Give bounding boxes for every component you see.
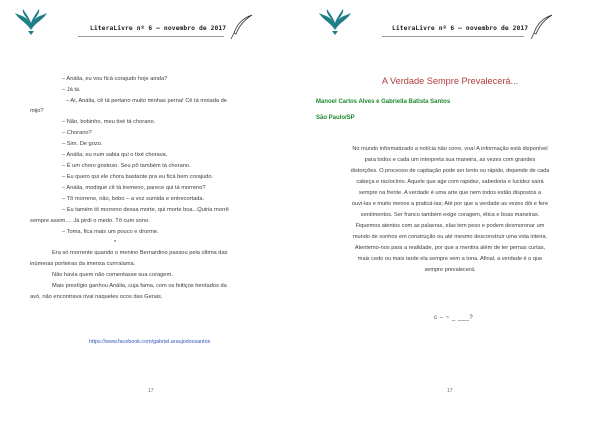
quill-pen-icon xyxy=(228,14,254,40)
text-line: Era só morrente quando o menino Bernardino passou pela última das xyxy=(52,250,228,256)
winged-logo-icon xyxy=(318,8,352,36)
article-location: São Paulo/SP xyxy=(316,115,355,121)
article-authors: Manoel Carlos Alves e Gabriella Batista Santos xyxy=(316,99,451,105)
text-line: – Tô morreno, não, bobo – a voz sumida e entrecortada. xyxy=(62,196,205,202)
text-line: – Eu tamém tô morreno dessa morte, qui morte boa...Quiria morrê xyxy=(62,207,229,213)
text-line: – Anália, modiqué cê tá tremeno, parece qui tá morreno? xyxy=(62,185,206,191)
header-text: LiteraLivre nº 6 – novembro de 2017 xyxy=(90,25,227,32)
header-divider xyxy=(78,36,224,37)
body-line: sempre prevalecerá. xyxy=(424,267,476,273)
text-line: inúmeras porteiras da imensa currralama. xyxy=(30,261,136,267)
body-line: ouvi-las e muito menos a praticá-las; Até por que a verdade as vezes dói e fere xyxy=(351,201,549,207)
body-line: para todos e cada um interpreta sua maneira, as vezes com grandes xyxy=(364,157,536,163)
text-line: sempre assim.... Já pirdi o medo. Tô cum sono. xyxy=(30,218,150,224)
text-line: – Eu quero qui ele chora bastante pra eu ficá bem corajudo. xyxy=(62,174,214,180)
body-line: mais cedo ou mais tarde ela sempre vem a tona. Afinal, a verdade é o que xyxy=(357,256,543,262)
quill-pen-icon xyxy=(528,14,554,40)
text-line: Não havia quem não comentasse sua coragem. xyxy=(52,272,173,278)
text-line: – Toma, fica mais um pouco e drorme. xyxy=(62,229,159,235)
page-number: 17 xyxy=(447,388,453,394)
body-line: distorções. O processo de capitação pode ser lento ou rápido, depende de cada xyxy=(350,168,550,174)
text-line: – Já tá. xyxy=(62,87,81,93)
section-separator: * xyxy=(114,240,117,246)
winged-logo-icon xyxy=(14,8,48,36)
body-line: mundo de sonhos em construção ou até mesmo desconstruir uma vida inteira. xyxy=(352,234,548,240)
text-line: mijo? xyxy=(30,108,44,114)
text-line: – Sim. De gozo. xyxy=(62,141,103,147)
text-line: – Chorano? xyxy=(62,130,92,136)
body-line: sempre na frente. A verdade é uma arte que nem todos estão dispostos a xyxy=(358,190,542,196)
page-number: 17 xyxy=(148,388,154,394)
author-signature: c – ~ _ ___? xyxy=(434,315,474,321)
article-title: A Verdade Sempre Prevalecerá... xyxy=(381,76,519,86)
header-divider xyxy=(382,36,524,37)
text-line: – Anália, eu vou ficá corajudo hoje ainda? xyxy=(62,76,168,82)
text-line: – É um choro gostoso. Seu pô também tá chorano. xyxy=(62,163,191,169)
body-line: cabeça e raciocínio. Aquele que age com rapidez, sabedoria e lucidez sairá xyxy=(356,179,544,185)
header-text: LiteraLivre nº 6 – novembro de 2017 xyxy=(392,25,529,32)
text-line: avó, não encontrava rival naqueles ocos das Gerais. xyxy=(30,294,163,300)
body-line: Fiquemos atentos com as palavras, elas tem peso e podem desmoronar um xyxy=(355,223,545,229)
text-line: Mais prestígio ganhou Anália, cuja fama, com os feitiços herdados da xyxy=(52,283,227,289)
text-line: – Ai, Anália, cê tá pertano muito minhas perna! Cê tá moiada de xyxy=(66,98,227,104)
facebook-link[interactable]: https://www.facebook.com/gabriel.araujodossantos xyxy=(89,339,211,345)
body-line: Atentemo-nos para a realidade, por que a mentira além de ter pernas curtas, xyxy=(354,245,546,251)
body-line: No mundo informatizado a notícia não corre, voa! A informação está disponível xyxy=(352,146,548,152)
right-page xyxy=(300,0,600,424)
text-line: – Anália, eu num sabia qui o tixé chorava. xyxy=(62,152,168,158)
body-line: sentimentos. Ser franco também exige coragem, ética e boas maneiras. xyxy=(360,212,540,218)
text-line: – Não, bobinho, meu tixé tá chorano. xyxy=(62,119,156,125)
